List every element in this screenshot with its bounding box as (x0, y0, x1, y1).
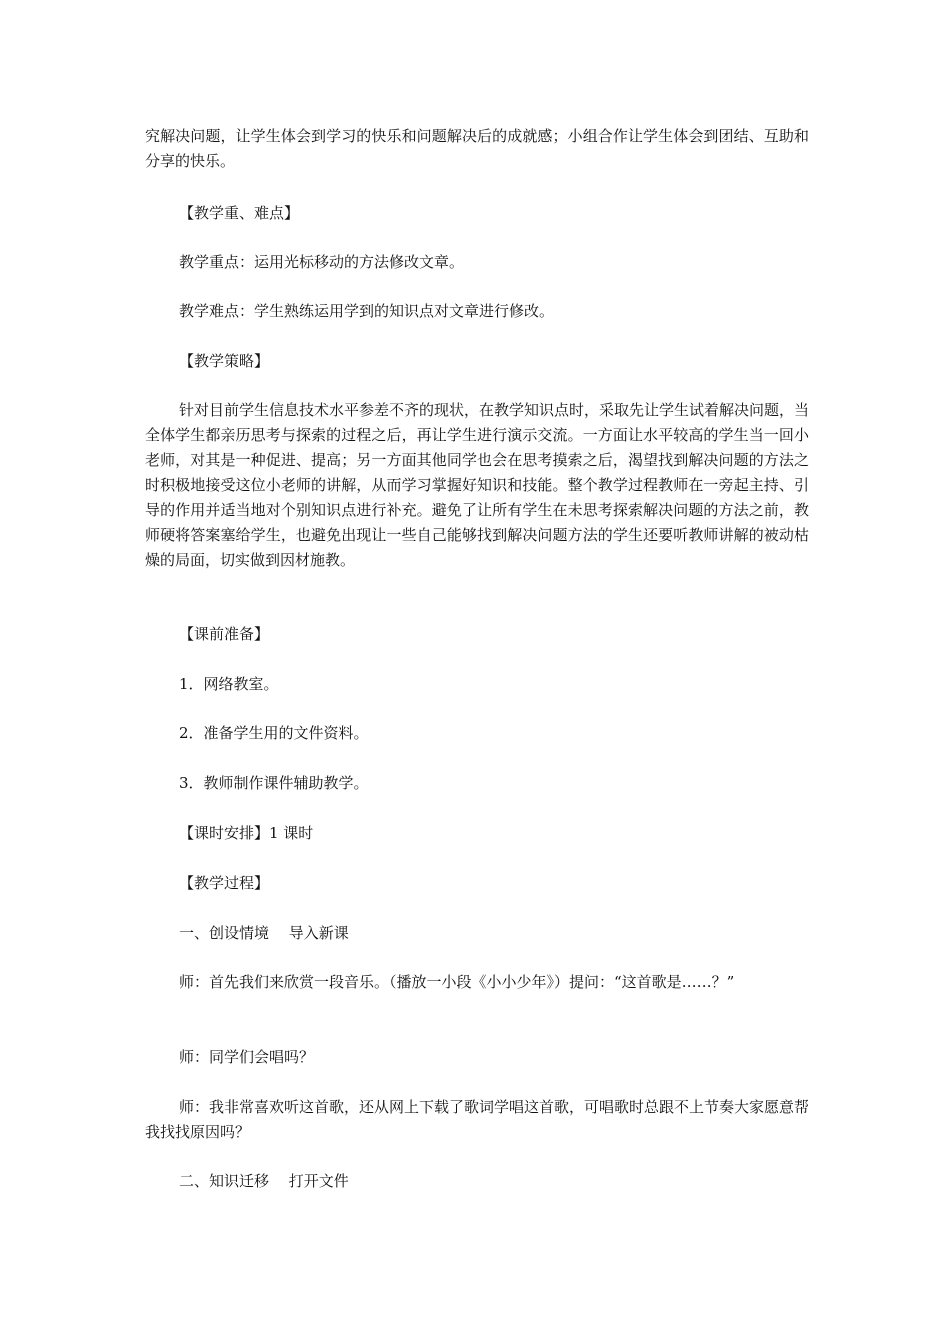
prep-item-2: 2．准备学生用的文件资料。 (179, 724, 369, 742)
prep-item-1: 1．网络教室。 (179, 675, 279, 693)
schedule-line: 【课时安排】1 课时 (179, 824, 314, 842)
dialog-3: 师：我非常喜欢听这首歌，还从网上下载了歌词学唱这首歌，可唱歌时总跟不上节奏大家愿意帮我找找原因吗？ (145, 1098, 810, 1141)
intro-paragraph: 究解决问题，让学生体会到学习的快乐和问题解决后的成就感；小组合作让学生体会到团结、互助和分享的快乐。 (145, 127, 809, 170)
section2-title: 二、知识迁移 打开文件 (179, 1172, 349, 1190)
process-heading: 【教学过程】 (179, 874, 270, 892)
focus-heading: 【教学重、难点】 (179, 204, 300, 222)
dialog-1: 师：首先我们来欣赏一段音乐。（播放一小段《小小少年》）提问：“这首歌是……？” (179, 973, 735, 991)
prep-heading: 【课前准备】 (179, 625, 270, 643)
dialog-2: 师：同学们会唱吗？ (179, 1048, 315, 1066)
difficult-point: 教学难点：学生熟练运用学到的知识点对文章进行修改。 (179, 302, 555, 320)
strategy-heading: 【教学策略】 (179, 352, 270, 370)
strategy-paragraph: 针对目前学生信息技术水平参差不齐的现状，在教学知识点时，采取先让学生试着解决问题，当全体学生都亲历思考与探索的过程之后，再让学生进行演示交流。一方面让水平较高的学生当一回小老师，对其是一种促进、提高；另一方面其他同学也会在思考摸索之后，渴望找到解决问题的方法之时积极地接受这位小老师的讲解，从而学习掌握好知识和技能。整个教学过程教师在一旁起主持、引导的作用并适当地对个别知识点进行补充。避免了让所有学生在未思考探索解决问题的方法之前，教师硬将答案塞给学生，也避免出现让一些自己能够找到解决问题方法的学生还要听教师讲解的被动枯燥的局面，切实做到因材施教。 (145, 401, 810, 569)
focus-point: 教学重点：运用光标移动的方法修改文章。 (179, 253, 465, 271)
section1-title: 一、创设情境 导入新课 (179, 924, 349, 942)
prep-item-3: 3．教师制作课件辅助教学。 (179, 774, 369, 792)
